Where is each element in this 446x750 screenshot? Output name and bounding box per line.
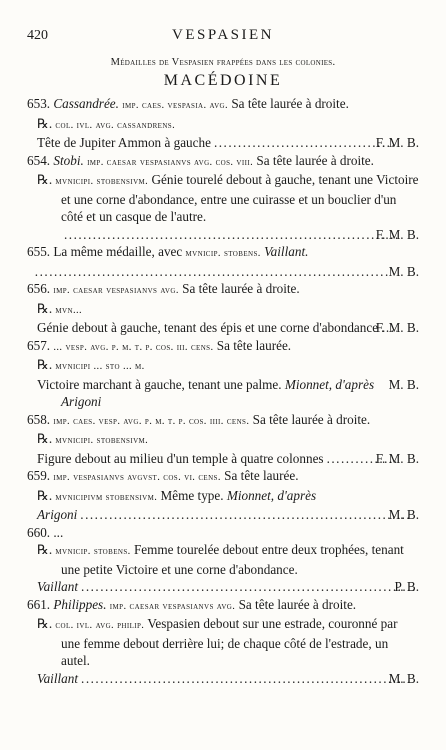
entry-source: Mionnet, d'après xyxy=(226,487,317,503)
entry-658-reverse xyxy=(27,430,419,467)
entry-legend: mvnicipi. stobensivm. xyxy=(55,176,149,187)
entry-description: Sa tête laurée. xyxy=(216,337,292,353)
entry-place: Stobi. xyxy=(53,152,84,168)
entry-description: Génie debout à gauche, tenant des épis et une corne d'abondance xyxy=(37,320,379,335)
entry-654 xyxy=(27,152,419,172)
reverse-symbol: ℞. xyxy=(37,357,53,372)
entry-place: Cassandrée. xyxy=(53,96,119,111)
entry-number: 655. xyxy=(27,244,51,259)
entry-legend: col. ivl. avg. cassandrens. xyxy=(55,119,176,131)
entry-655 xyxy=(27,243,419,280)
dot-leader xyxy=(81,670,410,688)
reverse-symbol: ℞. xyxy=(37,616,53,631)
reverse-symbol: ℞. xyxy=(37,487,53,503)
entry-number: 656. xyxy=(27,281,51,296)
entry-reference: M. B. xyxy=(388,507,419,522)
entry-description: Tête de Jupiter Ammon à gauche xyxy=(37,135,211,150)
entry-reference: F. M. B. xyxy=(375,450,419,466)
entry-660 xyxy=(27,524,419,542)
entry-661-reverse xyxy=(27,615,419,687)
entry-656 xyxy=(27,280,419,300)
entry-661 xyxy=(27,596,419,616)
dot-leader xyxy=(64,226,397,244)
entry-653 xyxy=(27,95,419,115)
entry-source: Vaillant. xyxy=(264,244,309,259)
entry-reference: F. M. B. xyxy=(375,320,419,335)
reverse-symbol: ℞. xyxy=(37,431,53,446)
entry-description: Sa tête laurée à droite. xyxy=(231,96,349,111)
entry-description: Vespasien debout sur une estrade, couronné par une femme debout derrière lui; de chaque côté de l'estrade, un autel. xyxy=(61,616,398,668)
entry-legend: mvnicipi. stobensivm. xyxy=(55,435,149,446)
entry-legend: ... vesp. avg. p. m. t. p. cos. iii. cens. xyxy=(53,341,214,353)
entry-source: Vaillant xyxy=(37,670,79,686)
entry-legend: mvn... xyxy=(55,304,83,316)
entry-657 xyxy=(27,337,419,357)
reverse-symbol: ℞. xyxy=(37,542,53,557)
entry-number: 657. xyxy=(27,337,51,353)
entry-legend: imp. caesar vespasianvs avg. xyxy=(109,600,236,612)
entry-description: La même médaille, avec xyxy=(53,244,183,259)
entry-654-reverse xyxy=(27,171,419,243)
entry-description: Sa tête laurée à droite. xyxy=(182,281,300,296)
region-heading: MACÉDOINE xyxy=(163,72,283,89)
entry-legend: imp. caesar vespasianvs avg. cos. viii. xyxy=(87,156,254,168)
entry-657-reverse xyxy=(27,356,419,411)
entry-legend: col. ivl. avg. philip. xyxy=(55,620,145,631)
entry-description: Victoire marchant à gauche, tenant une palme. xyxy=(37,376,282,392)
entry-source: Vaillant xyxy=(37,579,79,594)
entry-reference: F. M. B. xyxy=(375,135,419,150)
entry-legend: mvnicipivm stobensivm. xyxy=(55,491,158,503)
entry-reference: F. M. B. xyxy=(375,226,419,242)
entry-number: 659. xyxy=(27,468,51,483)
entry-number: 658. xyxy=(27,411,51,427)
entry-legend: imp. vespasianvs avgvst. cos. vi. cens. xyxy=(53,472,221,483)
entry-reference: P. B. xyxy=(394,579,419,594)
reverse-symbol: ℞. xyxy=(37,115,53,131)
dot-leader xyxy=(214,134,397,152)
entry-description: Sa tête laurée à droite. xyxy=(252,411,371,427)
entry-legend: imp. caes. vespasia. avg. xyxy=(122,100,229,111)
section-caption: Médailles de Vespasien frappées dans les colonies. xyxy=(110,57,336,68)
page-number: 420 xyxy=(27,28,48,43)
running-head: VESPASIEN xyxy=(172,27,274,43)
entry-number: 661. xyxy=(27,596,51,612)
entry-legend: mvnicipi ... sto ... m. xyxy=(55,361,145,372)
entry-653-reverse xyxy=(27,115,419,152)
entry-legend: mvnicip. stobens. xyxy=(185,248,261,259)
entry-description: Génie tourelé debout à gauche, tenant une Victoire et une corne d'abondance, entre une cuirasse et un bouclier d'un côté et un casque de l'autre. xyxy=(61,172,419,224)
entry-658 xyxy=(27,411,419,431)
entry-656-reverse xyxy=(27,300,419,337)
entry-legend: mvnicip. stobens. xyxy=(55,546,131,557)
entry-659 xyxy=(27,467,419,487)
reverse-symbol: ℞. xyxy=(37,300,53,316)
dot-leader xyxy=(81,578,415,596)
entry-description: Même type. xyxy=(160,487,224,503)
entry-description: Femme tourelée debout entre deux trophées, tenant une petite Victoire et une corne d'abondance. xyxy=(61,542,404,577)
entry-number: 654. xyxy=(27,152,51,168)
entry-reference: M. B. xyxy=(388,670,419,686)
entry-description: Figure debout au milieu d'un temple à quatre colonnes xyxy=(37,450,324,466)
entry-description: Sa tête laurée à droite. xyxy=(238,596,357,612)
entry-reference: M. B. xyxy=(388,376,419,392)
entry-description: ... xyxy=(53,524,64,540)
entry-legend: imp. caesar vespasianvs avg. xyxy=(53,285,179,296)
reverse-symbol: ℞. xyxy=(37,172,53,187)
entry-source: Mionnet, d'après Arigoni xyxy=(61,376,375,409)
entry-description: Sa tête laurée à droite. xyxy=(256,152,374,168)
entry-659-reverse xyxy=(27,487,419,524)
dot-leader xyxy=(80,506,409,524)
entry-description: Sa tête laurée. xyxy=(224,468,299,483)
entry-number: 653. xyxy=(27,96,51,111)
entry-source: Arigoni xyxy=(37,507,78,522)
entry-660-reverse xyxy=(27,541,419,596)
entry-place: Philippes. xyxy=(53,596,107,612)
entry-legend: imp. caes. vesp. avg. p. m. t. p. cos. iiii. cens. xyxy=(53,415,250,427)
entry-reference: M. B. xyxy=(388,263,419,279)
dot-leader xyxy=(34,263,390,281)
catalogue-entries xyxy=(27,95,419,687)
entry-number: 660. xyxy=(27,524,51,540)
